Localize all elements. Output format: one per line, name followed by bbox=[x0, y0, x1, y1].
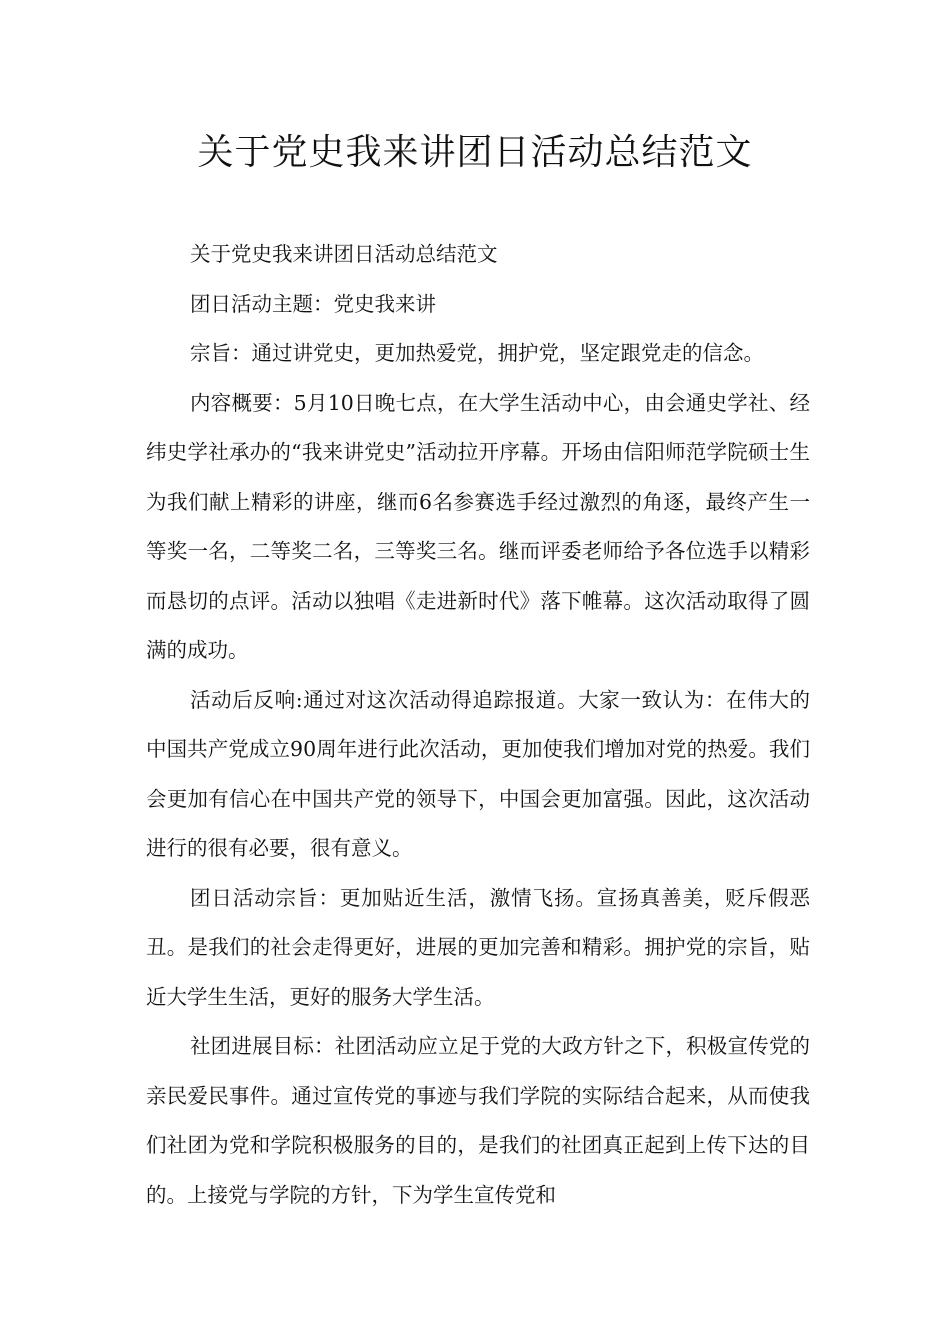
document-title: 关于党史我来讲团日活动总结范文 bbox=[197, 132, 753, 173]
paragraph-theme: 团日活动主题：党史我来讲 bbox=[190, 291, 436, 316]
paragraph-response: 活动后反响:通过对这次活动得追踪报道。大家一致认为：在伟大的中国共产党成立90周年进行此次活动，更加使我们增加对党的热爱。我们会更加有信心在中国共产党的领导下，中国会更加富强。因此，这次活动进行的很有必要，很有意义。 bbox=[146, 687, 810, 860]
paragraph-club-goal: 社团进展目标：社团活动应立足于党的大政方针之下，积极宣传党的亲民爱民事件。通过宣传党的事迹与我们学院的实际结合起来，从而使我们社团为党和学院积极服务的目的，是我们的社团真正起到上传下达的目的。上接党与学院的方针，下为学生宣传党和 bbox=[146, 1034, 810, 1207]
paragraph-heading-repeat: 关于党史我来讲团日活动总结范文 bbox=[190, 242, 498, 266]
document-body bbox=[146, 230, 810, 1220]
paragraph-activity-aim: 团日活动宗旨：更加贴近生活，激情飞扬。宣扬真善美，贬斥假恶丑。是我们的社会走得更好，进展的更加完善和精彩。拥护党的宗旨，贴近大学生生活，更好的服务大学生活。 bbox=[146, 885, 810, 1009]
paragraph-purpose: 宗旨：通过讲党史，更加热爱党，拥护党，坚定跟党走的信念。 bbox=[190, 341, 764, 365]
paragraph-content-summary: 内容概要：5月10日晚七点，在大学生活动中心，由会通史学社、经纬史学社承办的“我来讲党史”活动拉开序幕。开场由信阳师范学院硕士生为我们献上精彩的讲座，继而6名参赛选手经过激烈的角逐，最终产生一等奖一名，二等奖二名，三等奖三名。继而评委老师给予各位选手以精彩而恳切的点评。活动以独唱《走进新时代》落下帷幕。这次活动取得了圆满的成功。 bbox=[146, 390, 810, 662]
